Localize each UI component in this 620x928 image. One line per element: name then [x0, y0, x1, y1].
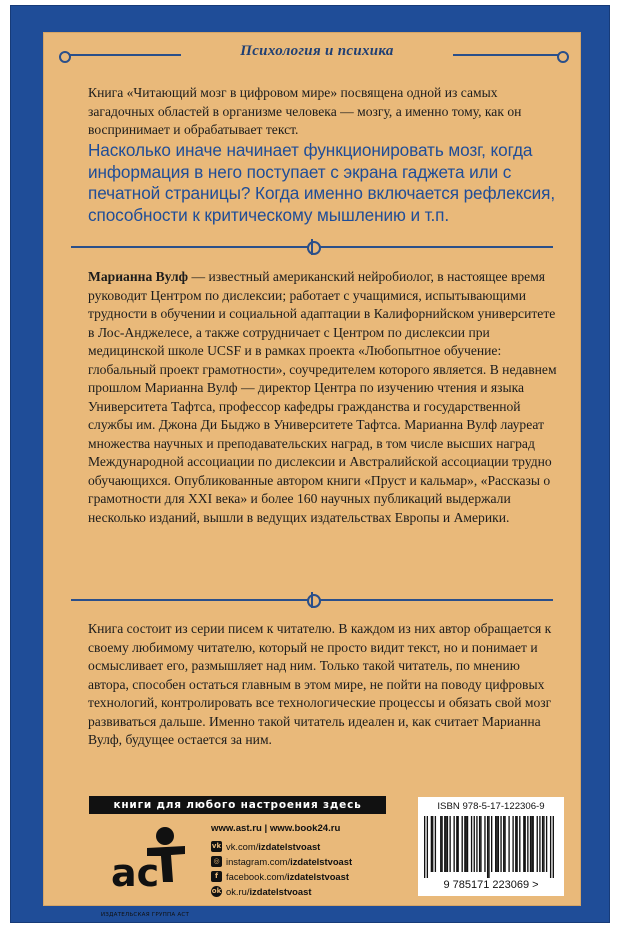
barcode-bar — [530, 816, 531, 872]
book-description-paragraph: Книга состоит из серии писем к читателю. В каждом из них автор обращается к своему любимому читателю, который не просто видит текст, но и понимает и осмысливает его, размышляет над ним. Только такой читатель, по мнению автора, способен остаться главным в этом мире, не пойти на поводу цифровых технологий, контролировать все технологические процессы и обязать свой мозг развиваться дальше. Именно такой читатель идеален и, как считает Марианна Вулф, будущее остается за ним. — [88, 621, 552, 747]
social-prefix: vk.com/ — [226, 841, 259, 852]
barcode-bar — [427, 816, 428, 878]
barcode-bar — [424, 816, 425, 878]
barcode-digits: 9 785171 223069 > — [443, 879, 539, 891]
barcode-bar — [523, 816, 524, 872]
barcode-bar — [471, 816, 472, 872]
barcode-bar — [456, 816, 457, 872]
website-links[interactable]: www.ast.ru | www.book24.ru — [211, 823, 341, 834]
barcode-bar — [435, 816, 436, 872]
logo-text: ac — [111, 851, 160, 895]
social-link-odnoklassniki[interactable] — [211, 884, 411, 899]
barcode-bar — [546, 816, 547, 872]
section-divider — [71, 246, 553, 248]
barcode-bar — [458, 816, 459, 872]
barcode-bar — [503, 816, 504, 872]
barcode-bar — [444, 816, 445, 872]
content-panel — [43, 32, 581, 918]
barcode-bar — [512, 816, 513, 872]
header — [43, 43, 581, 65]
barcode-bar — [466, 816, 467, 872]
social-prefix: facebook.com/ — [226, 871, 287, 882]
barcode-bar — [431, 816, 432, 872]
barcode-bar — [484, 816, 485, 872]
barcode-bar — [479, 816, 480, 872]
barcode-bar — [432, 816, 433, 872]
header-ornament-left — [65, 54, 181, 56]
barcode-bar — [488, 816, 489, 878]
cover-border — [10, 5, 610, 923]
barcode-bar — [445, 816, 446, 872]
barcode-bar — [487, 816, 488, 878]
barcode-bar — [542, 816, 543, 872]
barcode-bar — [504, 816, 505, 872]
barcode-bar — [491, 816, 492, 872]
barcode-bar — [496, 816, 497, 872]
barcode-bar — [537, 816, 538, 872]
barcode-bar — [525, 816, 526, 872]
barcode-bar — [462, 816, 463, 872]
barcode-bar — [550, 816, 551, 878]
facebook-icon: f — [211, 871, 222, 882]
social-link-facebook[interactable] — [211, 869, 411, 884]
social-link-vk[interactable] — [211, 839, 411, 854]
barcode-bar — [543, 816, 544, 872]
author-name: Марианна Вулф — [88, 269, 189, 284]
barcode-bar — [531, 816, 532, 872]
vk-icon: vk — [211, 842, 222, 850]
series-title: Психология и психика — [240, 43, 394, 59]
barcode-icon — [424, 816, 558, 878]
barcode-bar — [453, 816, 454, 872]
social-handle: izdatelstvoast — [249, 886, 312, 897]
social-handle: izdatelstvoast — [286, 871, 349, 882]
publisher-caption: ИЗДАТЕЛЬСКАЯ ГРУППА АСТ — [100, 912, 190, 918]
publisher-tagline: книги для любого настроения здесь — [89, 796, 386, 814]
header-ornament-right — [453, 54, 563, 56]
barcode-bar — [464, 816, 465, 872]
highlight-paragraph: Насколько иначе начинает функционировать мозг, когда информация в него поступает с экрана гаджета или с печатной страницы? Когда именно включается рефлексия, способности к критическому мышлению и т.п. — [88, 140, 556, 225]
barcode-bar — [516, 816, 517, 872]
barcode-bar — [495, 816, 496, 872]
barcode-bar — [508, 816, 509, 872]
barcode-bar — [440, 816, 441, 872]
barcode-bar — [449, 816, 450, 872]
social-handle: izdatelstvoast — [258, 841, 321, 852]
ast-logo-icon — [89, 822, 199, 912]
barcode-bar — [539, 816, 540, 872]
barcode-bar — [553, 816, 554, 878]
social-prefix: ok.ru/ — [226, 886, 250, 897]
barcode-area — [418, 797, 564, 896]
barcode-bar — [500, 816, 501, 872]
social-link-instagram[interactable] — [211, 854, 411, 869]
social-handle: izdatelstvoast — [290, 856, 353, 867]
barcode-bar — [519, 816, 520, 872]
isbn-number: ISBN 978-5-17-122306-9 — [437, 801, 545, 812]
social-prefix: instagram.com/ — [226, 856, 291, 867]
barcode-bar — [476, 816, 477, 872]
instagram-icon: ◎ — [211, 856, 222, 867]
odnoklassniki-icon: ok — [211, 887, 222, 895]
barcode-bar — [467, 816, 468, 872]
author-bio-paragraph — [88, 268, 558, 527]
barcode-bar — [498, 816, 499, 872]
barcode-bar — [474, 816, 475, 872]
author-bio-text: — известный американский нейробиолог, в настоящее время руководит Центром по дислексии; работает с учащимися, испытывающими трудности в обучении и социальной адаптации в Калифорнийском университете в Лос-Анджелесе, а также сотрудничает с Центром по дислексии при медицинской школе UCSF и в рамках проекта «Любопытное обучение: глобальный проект грамотности», соучредителем которого является. В недавнем прошлом Марианна Вулф — директор Центра по изучению чтения и языка Университета Тафтса, профессор кафедры гражданства и государственной службы им. Джона Ди Быджо в Университете Тафтса. Марианна Вулф лауреат множества научных и преподавательских наград, в том числе высших наград Международной ассоциации по дислексии и Австралийской ассоциации трудно обучающихся. Опубликованные автором книги «Пруст и кальмар», «Рассказы о грамотности для XXI века» и более 160 научных публикаций выдержали несколько изданий, вышли в ведущих издательствах Европы и Америки. — [88, 269, 557, 525]
barcode-bar — [480, 816, 481, 872]
barcode-bar — [533, 816, 534, 872]
barcode-bar — [447, 816, 448, 872]
publisher-logo — [89, 822, 199, 912]
barcode-bar — [527, 816, 528, 872]
barcode-bar — [515, 816, 516, 872]
intro-paragraph: Книга «Читающий мозг в цифровом мире» посвящена одной из самых загадочных областей в организме человека — мозгу, а именно тому, как он воспринимает и обрабатывает текст. — [88, 85, 522, 137]
section-divider — [71, 599, 553, 601]
barcode-bar — [441, 816, 442, 872]
publisher-links — [211, 823, 411, 899]
